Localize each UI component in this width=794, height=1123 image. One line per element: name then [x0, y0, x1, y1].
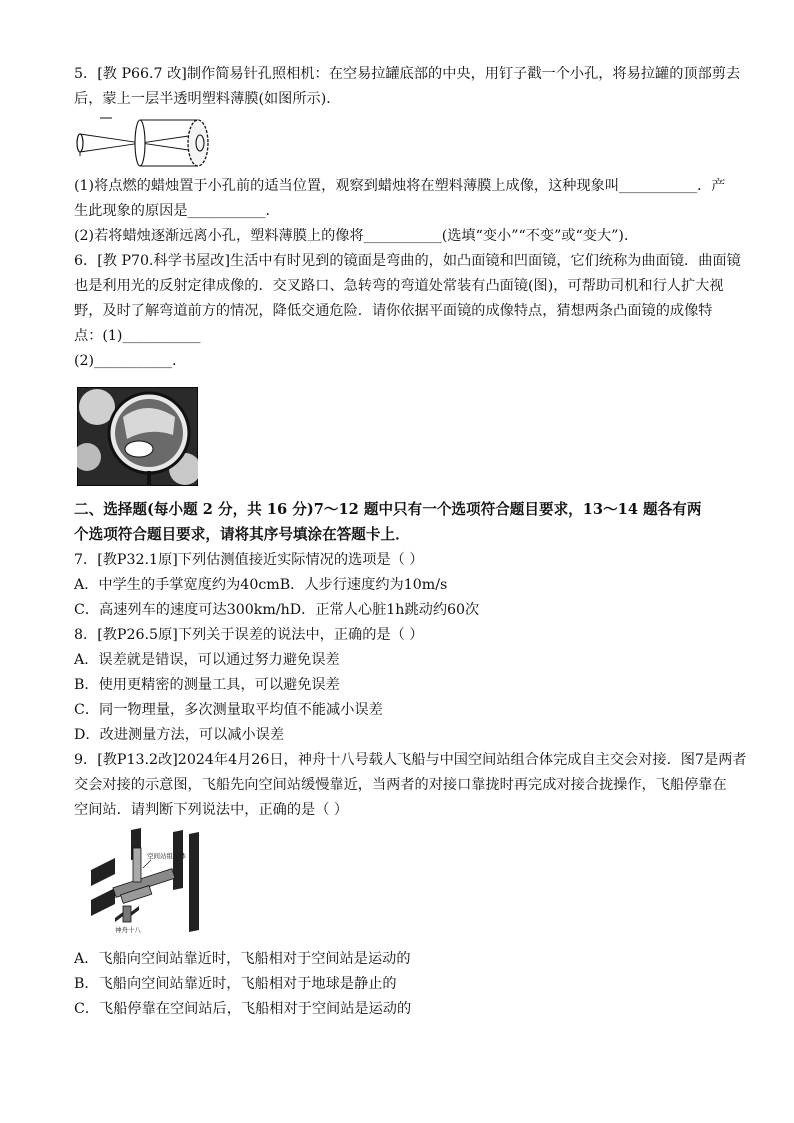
solar-panel-right-1 — [173, 830, 183, 890]
q9-line1: 9．[教P13.2改]2024年4月26日，神舟十八号载人飞船与中国空间站组合体完成自主交会对接．图7是两者 — [74, 752, 747, 768]
section2-heading-line1: 二、选择题(每小题 2 分，共 16 分)7～12 题中只有一个选项符合题目要求，13～14 题各有两 — [74, 501, 702, 518]
q5-sub1-b: 生此现象的原因是___________． — [74, 203, 280, 219]
q6-line2: 也是利用光的反射定律成像的．交叉路口、急转弯的弯道处常装有凸面镜(图)，可帮助司机和行人扩大视 — [74, 278, 724, 294]
q5-sub2: (2)若将蜡烛逐渐远离小孔，塑料薄膜上的像将___________(选填“变小”“不变”或“变大”)． — [74, 228, 639, 244]
label-shenzhou: 神舟十八 — [115, 926, 141, 934]
q5-line2: 后，蒙上一层半透明塑料薄膜(如图所示)． — [74, 91, 341, 107]
q7-options-ab: A．中学生的手掌宽度约为40cmB．人步行速度约为10m/s — [74, 577, 448, 593]
solar-panel-left-upper — [91, 858, 115, 886]
translucent-film — [188, 120, 208, 166]
q7-stem: 7．[教P32.1原]下列估测值接近实际情况的选项是（ ） — [74, 552, 424, 568]
q6-line3: 野，及时了解弯道前方的情况，降低交通危险．请你依据平面镜的成像特点，猜想两条凸面镜的成像特 — [74, 303, 713, 319]
convex-mirror-photo — [77, 387, 198, 486]
q8-option-a: A．误差就是错误，可以通过努力避免误差 — [74, 652, 340, 668]
q9-line3: 空间站．请判断下列说法中，正确的是（ ） — [74, 802, 349, 818]
q9-option-c: C．飞船停靠在空间站后，飞船相对于空间站是运动的 — [74, 1001, 412, 1017]
label-space-station: 空间站组合体 — [147, 852, 186, 860]
solar-panel-right-2 — [189, 832, 199, 932]
space-station-docking-figure — [85, 828, 215, 936]
shenzhou-spacecraft — [123, 906, 131, 922]
q8-option-c: C．同一物理量，多次测量取平均值不能减小误差 — [74, 702, 383, 718]
q6-line1: 6．[教 P70.科学书屋改]生活中有时见到的镜面是弯曲的，如凸面镜和凹面镜，它们统称为曲面镜．曲面镜 — [74, 253, 741, 269]
solar-panel-left-lower — [91, 888, 115, 916]
q9-line2: 交会对接的示意图，飞船先向空间站缓慢靠近，当两者的对接口靠拢时再完成对接合拢操作，飞船停靠在 — [74, 777, 727, 793]
q9-option-a: A．飞船向空间站靠近时，飞船相对于空间站是运动的 — [74, 951, 411, 967]
q7-options-cd: C．高速列车的速度可达300km/hD．正常人心脏1h跳动约60次 — [74, 602, 480, 618]
q8-stem: 8．[教P26.5原]下列关于误差的说法中，正确的是（ ） — [74, 627, 424, 643]
q8-option-b: B．使用更精密的测量工具，可以避免误差 — [74, 677, 340, 693]
candle-flame — [77, 134, 83, 152]
pinhole-camera-figure — [72, 112, 232, 170]
station-vertical-module — [133, 848, 141, 882]
can-bottom — [135, 120, 145, 166]
q6-line5: (2)___________． — [74, 353, 187, 369]
q5-line1: 5．[教 P66.7 改]制作简易针孔照相机：在空易拉罐底部的中央，用钉子戳一个小孔，将易拉罐的顶部剪去 — [74, 66, 741, 82]
q9-option-b: B．飞船向空间站靠近时，飞船相对于地球是静止的 — [74, 976, 397, 992]
q8-option-d: D．改进测量方法，可以减小误差 — [74, 727, 285, 743]
q6-line4: 点：(1)___________ — [74, 328, 201, 344]
q5-sub1-a: (1)将点燃的蜡烛置于小孔前的适当位置，观察到蜡烛将在塑料薄膜上成像，这种现象叫___________．产 — [74, 178, 726, 194]
section2-heading-line2: 个选项符合题目要求，请将其序号填涂在答题卡上． — [74, 526, 410, 543]
